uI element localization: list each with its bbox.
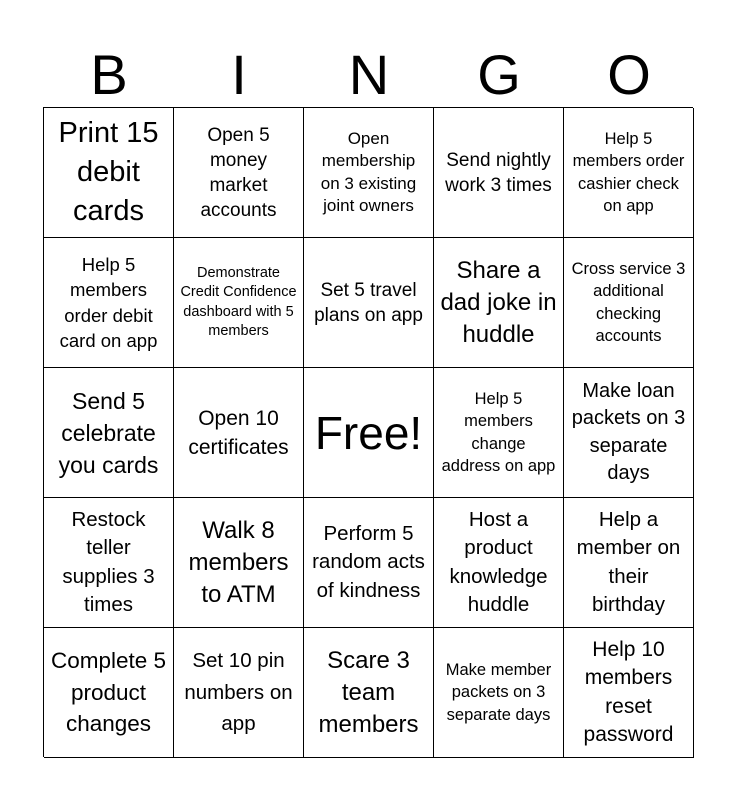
bingo-cell[interactable] — [174, 368, 304, 498]
bingo-cell[interactable] — [44, 108, 174, 238]
bingo-cell[interactable] — [174, 498, 304, 628]
bingo-cell[interactable] — [304, 628, 434, 758]
header-letter-n: N — [348, 43, 390, 106]
bingo-cell-text: Set 10 pin numbers on app — [184, 649, 293, 736]
bingo-cell[interactable] — [44, 498, 174, 628]
bingo-cell-text: Help a member on their birthday — [576, 507, 681, 616]
bingo-cell[interactable] — [434, 498, 564, 628]
bingo-cell-free[interactable] — [304, 368, 434, 498]
bingo-cell[interactable] — [434, 628, 564, 758]
header-letter-b: B — [90, 43, 128, 106]
bingo-cell-text: Send nightly work 3 times — [445, 149, 552, 196]
bingo-cell-text: Help 5 members order cashier check on app — [572, 129, 685, 215]
bingo-cell-text: Demonstrate Credit Confidence dashboard with 5 members — [180, 264, 297, 339]
bingo-cell-text: Print 15 debit cards — [58, 117, 159, 227]
bingo-cell[interactable] — [174, 628, 304, 758]
header-letter-o: O — [607, 43, 651, 106]
free-space-text: Free! — [314, 406, 423, 459]
bingo-cell-text: Walk 8 members to ATM — [188, 516, 289, 608]
bingo-cell-text: Complete 5 product changes — [50, 648, 167, 737]
bingo-cell-text: Help 5 members order debit card on app — [59, 253, 158, 351]
bingo-cell[interactable] — [44, 238, 174, 368]
bingo-cell[interactable] — [44, 628, 174, 758]
bingo-cell[interactable] — [564, 498, 694, 628]
bingo-cell[interactable] — [564, 368, 694, 498]
bingo-card-grid — [43, 107, 693, 757]
bingo-cell-text: Perform 5 random acts of kindness — [312, 521, 425, 602]
bingo-cell-text: Open 10 certificates — [188, 406, 289, 459]
bingo-header — [44, 40, 694, 110]
bingo-cell[interactable] — [434, 108, 564, 238]
bingo-cell[interactable] — [174, 108, 304, 238]
bingo-cell-text: Open 5 money market accounts — [200, 124, 277, 221]
bingo-cell[interactable] — [434, 368, 564, 498]
bingo-cell[interactable] — [564, 238, 694, 368]
bingo-cell-text: Restock teller supplies 3 times — [62, 507, 155, 616]
bingo-cell-text: Cross service 3 additional checking accounts — [571, 259, 686, 345]
bingo-cell-text: Make loan packets on 3 separate days — [571, 379, 686, 484]
bingo-cell[interactable] — [434, 238, 564, 368]
bingo-cell[interactable] — [304, 498, 434, 628]
bingo-cell-text: Host a product knowledge huddle — [449, 507, 548, 616]
bingo-cell-text: Scare 3 team members — [318, 646, 419, 738]
bingo-cell-text: Help 10 members reset password — [583, 637, 674, 746]
bingo-cell[interactable] — [304, 108, 434, 238]
bingo-cell[interactable] — [174, 238, 304, 368]
bingo-cell-text: Open membership on 3 existing joint owners — [320, 128, 417, 215]
bingo-cell[interactable] — [304, 238, 434, 368]
bingo-cell[interactable] — [44, 368, 174, 498]
bingo-cell[interactable] — [564, 108, 694, 238]
bingo-cell-text: Make member packets on 3 separate days — [445, 660, 552, 724]
header-letter-i: I — [231, 43, 247, 106]
bingo-cell-text: Share a dad joke in huddle — [440, 256, 557, 348]
bingo-cell-text: Set 5 travel plans on app — [314, 279, 423, 326]
bingo-cell-text: Help 5 members change address on app — [441, 389, 556, 475]
bingo-cell-text: Send 5 celebrate you cards — [58, 387, 159, 478]
bingo-cell[interactable] — [564, 628, 694, 758]
header-letter-g: G — [477, 43, 521, 106]
